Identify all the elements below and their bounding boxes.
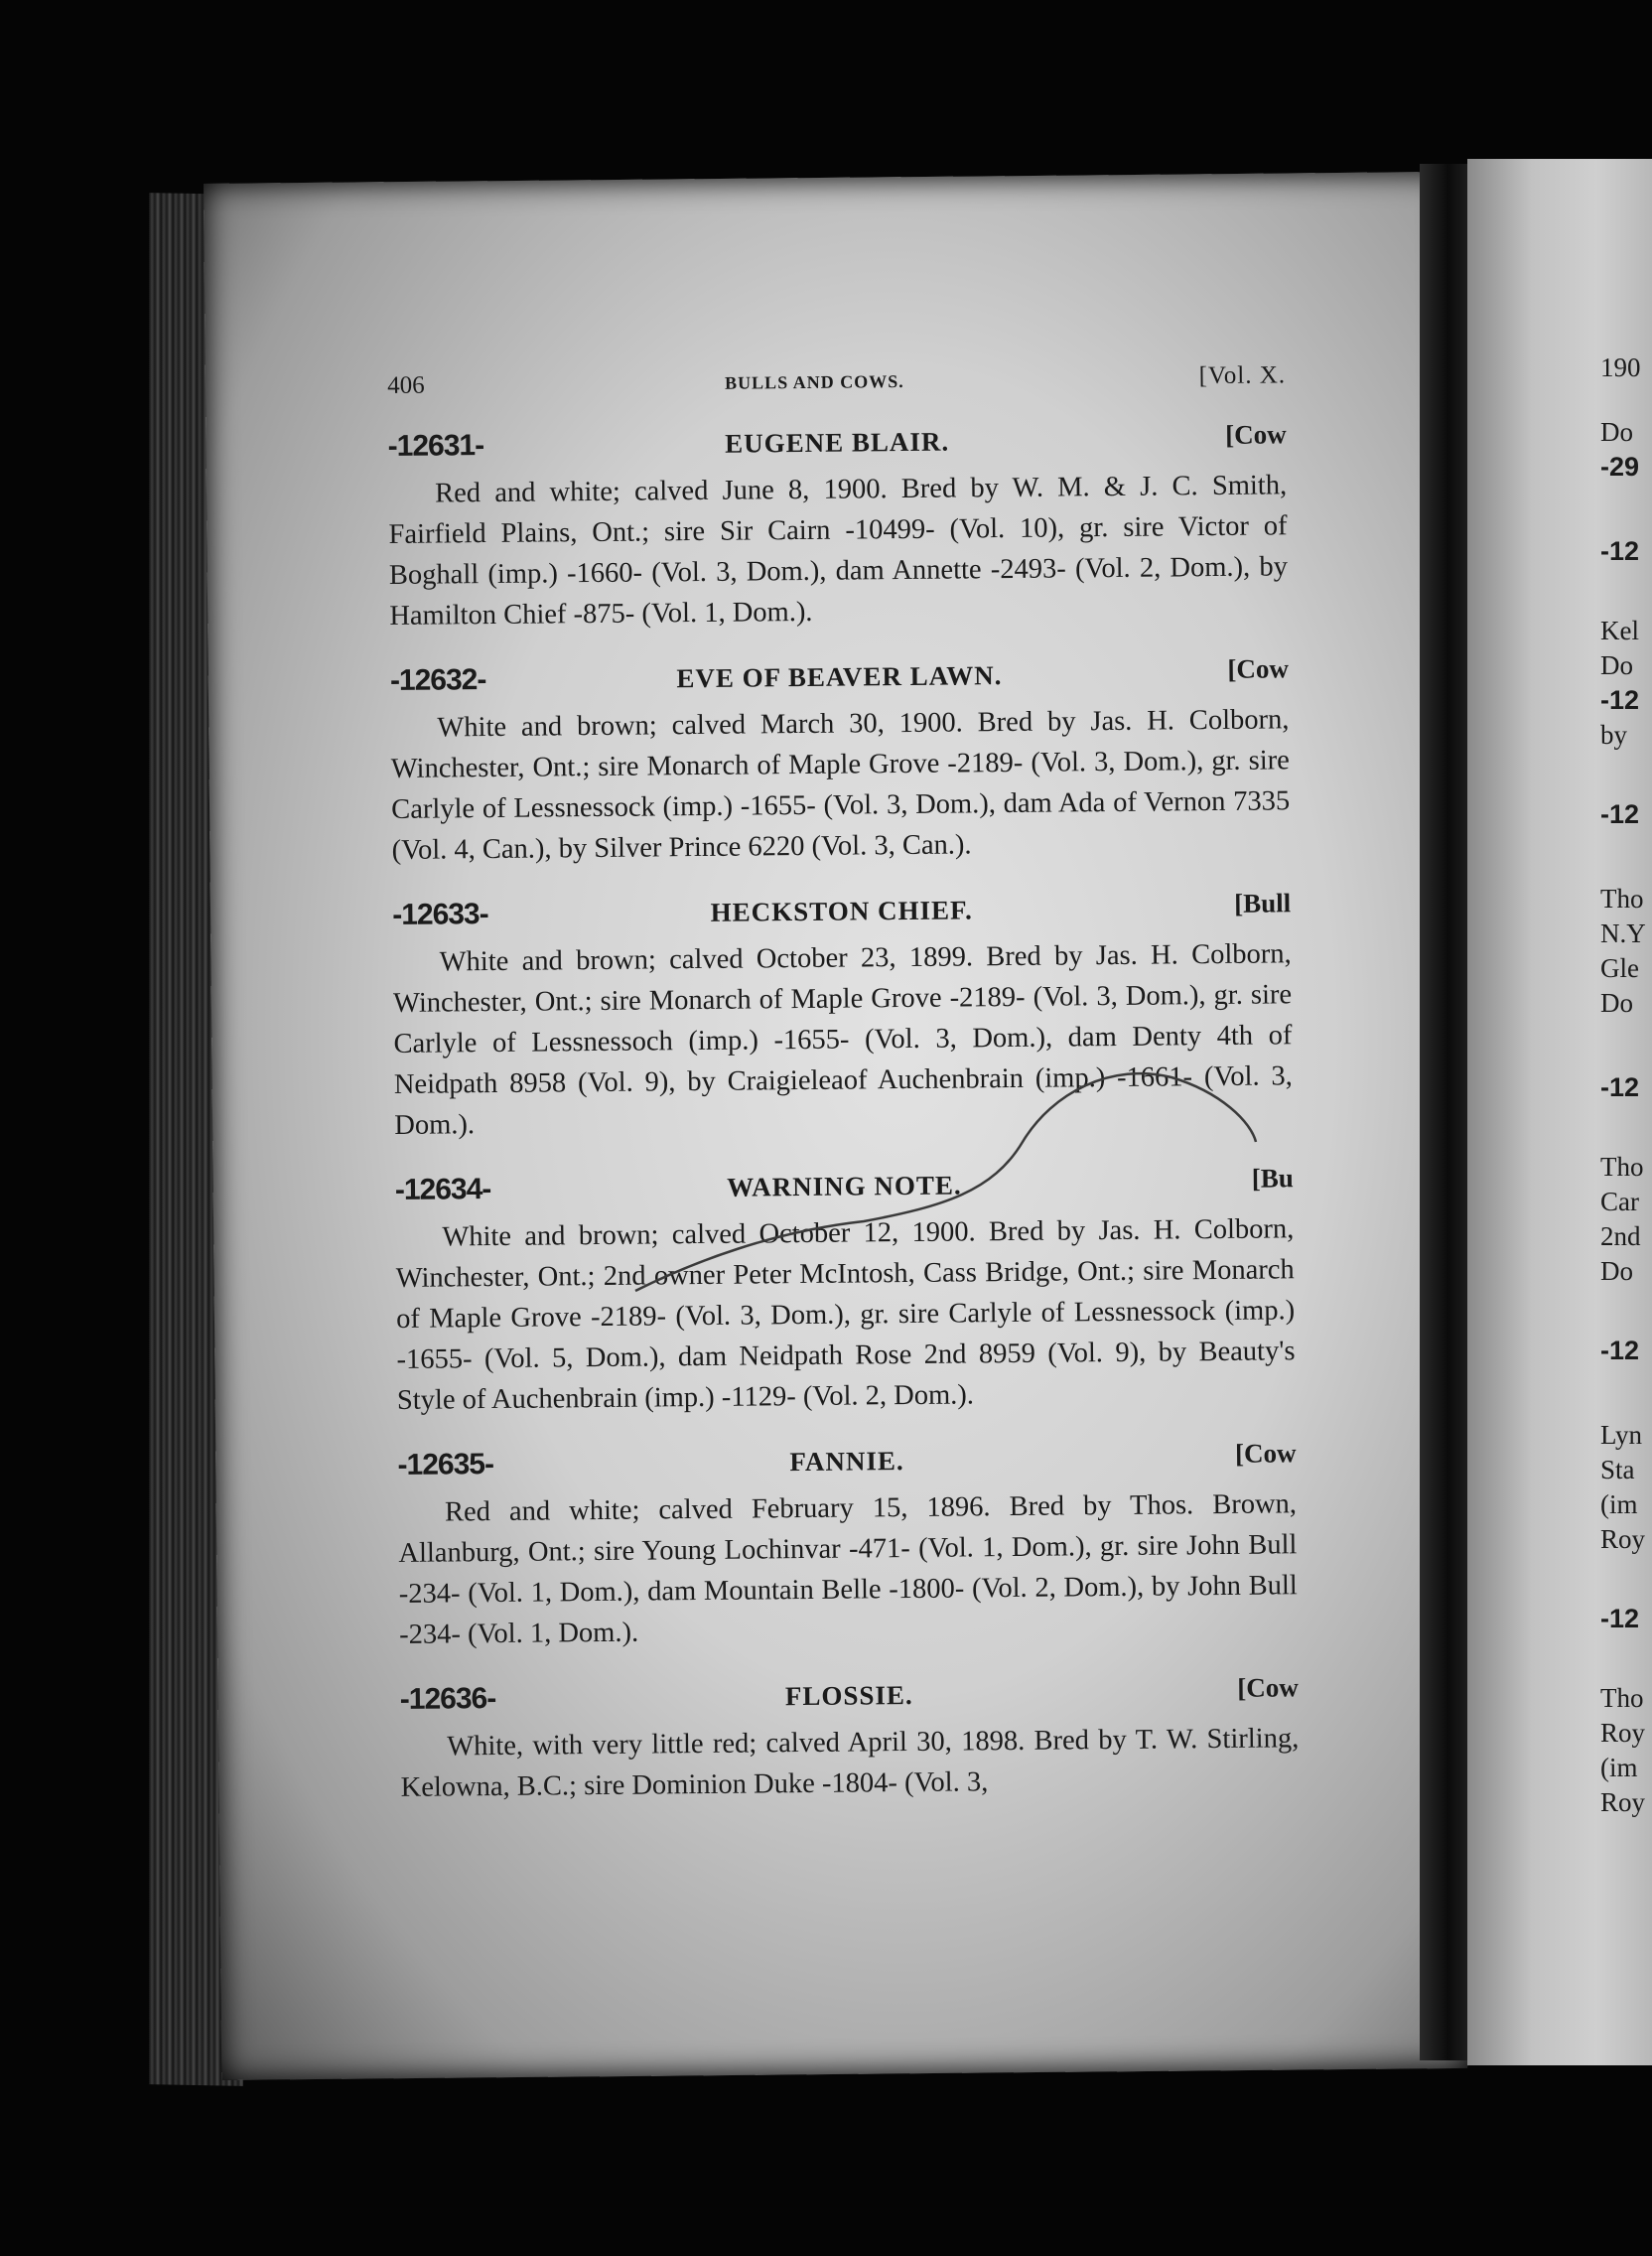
herd-entry [388, 421, 1289, 636]
running-title: BULLS AND COWS. [725, 371, 904, 393]
animal-name: EVE OF BEAVER LAWN. [676, 660, 1003, 694]
facing-page-line: Roy [1600, 1787, 1646, 1817]
entry-description: White, with very little red; calved April 30, 1898. Bred by T. W. Stirling, Kelowna, B.C.; sire Dominion Duke -1804- (Vol. 3, [400, 1723, 1300, 1803]
page-text [387, 363, 1300, 1808]
animal-name: HECKSTON CHIEF. [710, 895, 973, 927]
herd-entry [392, 890, 1293, 1146]
facing-page-line: Roy [1600, 1718, 1646, 1748]
facing-page-line: -29 [1600, 452, 1640, 482]
facing-page-line: -12 [1600, 685, 1640, 715]
animal-name: FLOSSIE. [784, 1679, 913, 1712]
facing-page-line: Car [1600, 1187, 1639, 1216]
facing-page-line: -12 [1600, 1336, 1640, 1365]
sex-label: [Cow [1227, 653, 1290, 684]
page-number: 406 [387, 371, 425, 399]
running-head [387, 363, 1286, 412]
facing-page-line: -12 [1600, 536, 1640, 566]
entry-description: Red and white; calved June 8, 1900. Bred by W. M. & J. C. Smith, Fairfield Plains, Ont.; sire Sir Cairn -10499- (Vol. 10), gr. sire Victor of Boghall (imp.) -1660- (Vol. 3, Dom.), dam Annette -2493- (Vol. 2, Dom.), by Hamilton Chief -875- (Vol. 1, Dom.). [388, 470, 1289, 632]
facing-page-line: -12 [1600, 1604, 1640, 1633]
entry-number: -12631- [387, 429, 484, 463]
entry-number: -12634- [394, 1173, 491, 1206]
animal-name: WARNING NOTE. [726, 1170, 962, 1202]
facing-page-line: Do [1600, 1256, 1633, 1286]
herd-entry [400, 1674, 1300, 1808]
facing-page-line: Do [1600, 650, 1633, 680]
facing-page-line: by [1600, 720, 1627, 750]
herd-entry [397, 1440, 1298, 1655]
book-gutter [1420, 164, 1467, 2060]
entry-number: -12635- [397, 1448, 494, 1481]
herd-entry [395, 1165, 1296, 1421]
entry-description: White and brown; calved October 23, 1899. Bred by Jas. H. Colborn, Winchester, Ont.; sire Monarch of Maple Grove -2189- (Vol. 3, Dom.), gr. sire Carlyle of Lessnessoch (imp.) -1655- (Vol. 3, Dom.), dam Denty 4th of Neidpath 8958 (Vol. 9), by Craigieleaof Auchenbrain (imp.) -1661- (Vol. 3, Dom.). [392, 938, 1293, 1141]
facing-page-line: Tho [1600, 884, 1644, 914]
facing-page-line: 190 [1600, 352, 1641, 382]
sex-label: [Bu [1251, 1163, 1294, 1194]
entry-number: -12633- [392, 898, 488, 931]
facing-page-line: Tho [1600, 1683, 1644, 1713]
facing-page-line: Sta [1600, 1455, 1635, 1484]
facing-page-line: 2nd [1600, 1221, 1641, 1251]
entry-description: White and brown; calved March 30, 1900. Bred by Jas. H. Colborn, Winchester, Ont.; sire Monarch of Maple Grove -2189- (Vol. 3, Dom.), gr. sire Carlyle of Lessnessock (imp.) -1655- (Vol. 3, Dom.), dam Ada of Vernon 7335 (Vol. 4, Can.), by Silver Prince 6220 (Vol. 3, Can.). [390, 704, 1291, 866]
sex-label: [Cow [1234, 1438, 1297, 1469]
facing-page-line: (im [1600, 1489, 1638, 1519]
facing-page-line: Roy [1600, 1524, 1646, 1554]
facing-page-line: Gle [1600, 953, 1639, 983]
sex-label: [Bull [1233, 888, 1292, 918]
sex-label: [Cow [1237, 1672, 1299, 1703]
entry-description: Red and white; calved February 15, 1896. Bred by Thos. Brown, Allanburg, Ont.; sire Young Lochinvar -471- (Vol. 1, Dom.), gr. sire John Bull -234- (Vol. 1, Dom.), dam Mountain Belle -1800- (Vol. 2, Dom.), by John Bull -234- (Vol. 1, Dom.). [398, 1488, 1298, 1650]
volume-label: [Vol. X. [1198, 361, 1287, 390]
animal-name: FANNIE. [789, 1446, 904, 1478]
facing-page-line: Do [1600, 417, 1633, 447]
sex-label: [Cow [1224, 419, 1287, 450]
facing-page-line: -12 [1600, 1072, 1640, 1102]
entry-number: -12636- [399, 1682, 496, 1716]
facing-page-line: Kel [1600, 616, 1639, 645]
entry-description: White and brown; calved October 12, 1900. Bred by Jas. H. Colborn, Winchester, Ont.; 2nd owner Peter McIntosh, Cass Bridge, Ont.; sire Monarch of Maple Grove -2189- (Vol. 3, Dom.), gr. sire Carlyle of Lessnessock (imp.) -1655- (Vol. 5, Dom.), dam Neidpath Rose 2nd 8959 (Vol. 9), by Beauty's Style of Auchenbrain (imp.) -1129- (Vol. 2, Dom.). [395, 1213, 1296, 1416]
facing-page-line: Do [1600, 988, 1633, 1018]
herd-entry [390, 655, 1291, 871]
animal-name: EUGENE BLAIR. [725, 426, 950, 459]
facing-page-line: -12 [1600, 799, 1640, 829]
facing-page-line: (im [1600, 1753, 1638, 1782]
entry-number: -12632- [389, 663, 486, 697]
facing-page-line: Lyn [1600, 1420, 1643, 1450]
facing-page-line: Tho [1600, 1152, 1644, 1182]
facing-page-line: N.Y [1600, 918, 1646, 948]
